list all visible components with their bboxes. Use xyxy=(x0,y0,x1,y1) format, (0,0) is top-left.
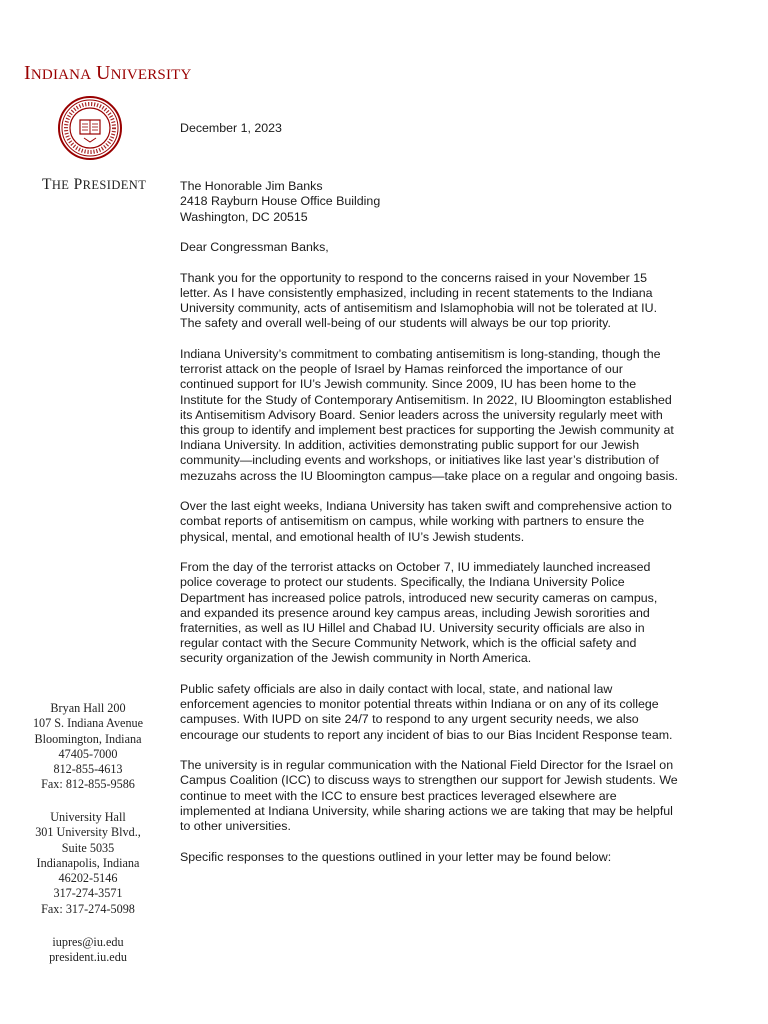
paragraph: Thank you for the opportunity to respond to the concerns raised in your November 15 letter. As I have consistently emphasized, including in recent statements to the Indiana University community, acts of antisemitism and Islamophobia will not be tolerated at IU. The safety and overall well-being of our students will always be our top priority. xyxy=(180,270,658,331)
recipient-line: 2418 Rayburn House Office Building xyxy=(180,194,381,209)
fax-line: Fax: 812-855-9586 xyxy=(41,777,135,792)
paragraph: From the day of the terrorist attacks on October 7, IU immediately launched increased police coverage to protect our students. Specifically, the Indiana University Police Department has increased police patrols, introduced new security cameras on campus, and expanded its presence around key campus areas, including Jewish sororities and fraternities, as well as IU Hillel and Chabad IU. University security officials are also in regular contact with the Secure Community Network, which is the official safety and security organization of the Jewish community in North America. xyxy=(180,560,658,666)
bloomington-address xyxy=(23,701,153,793)
address-line: University Hall xyxy=(50,810,126,824)
paragraph: Public safety officials are also in daily contact with local, state, and national law enforcement agencies to monitor potential threats within Indiana or on any of its college campuses. With IUPD on site 24/7 to respond to any urgent security needs, we also encourage our students to report any incident of bias to our Bias Incident Response team. xyxy=(180,682,673,742)
address-line: 107 S. Indiana Avenue xyxy=(32,716,144,731)
university-seal-icon xyxy=(58,96,122,160)
contact-online xyxy=(23,935,153,966)
address-line: 317-274-3571 xyxy=(53,886,123,901)
paragraph: Indiana University’s commitment to combating antisemitism is long-standing, though the terrorist attack on the people of Israel by Hamas reinforced the importance of our continued support for IU’s Jewish community. Since 2009, IU has been home to the Institute for the Study of Contemporary Antisemitism. In 2022, IU Bloomington established its Antisemitism Advisory Board. Senior leaders across the university regularly meet with this group to identify and implement best practices for supporting the Jewish community at Indiana University. In addition, activities demonstrating public support for our Jewish community—including events and workshops, or initiatives like last year’s distribution of mezuzahs across the IU Bloomington campus—take place on a regular and ongoing basis. xyxy=(180,347,678,483)
address-line: 46202-5146 xyxy=(58,871,118,886)
recipient-address xyxy=(180,179,680,225)
address-line: 47405-7000 xyxy=(58,746,118,761)
address-line: Suite 5035 xyxy=(61,840,115,855)
letter-body xyxy=(180,121,680,880)
paragraph: The university is in regular communication with the National Field Director for the Israel on Campus Coalition (ICC) to discuss ways to strengthen our support for Jewish students. We continue to meet with the ICC to ensure best practices leveraged elsewhere are implemented at Indiana University, while sharing actions we are taking that may be helpful to other universities. xyxy=(180,758,678,834)
recipient-line: Washington, DC 20515 xyxy=(180,209,308,224)
website-link[interactable]: president.iu.edu xyxy=(49,950,127,965)
fax-line: Fax: 317-274-5098 xyxy=(41,901,135,916)
indiana-university-wordmark: INDIANA UNIVERSITY xyxy=(24,62,192,84)
office-title: THE PRESIDENT xyxy=(42,176,147,193)
letter-date: December 1, 2023 xyxy=(180,121,282,135)
paragraph: Over the last eight weeks, Indiana University has taken swift and comprehensive action to combat reports of antisemitism on campus, while working with partners to ensure the physical, mental, and emotional health of IU’s Jewish students. xyxy=(180,499,672,544)
address-line: Bryan Hall 200 xyxy=(50,701,126,715)
address-line: 812-855-4613 xyxy=(53,762,123,777)
recipient-line: The Honorable Jim Banks xyxy=(180,179,323,194)
indianapolis-address xyxy=(23,810,153,917)
salutation: Dear Congressman Banks, xyxy=(180,240,329,255)
paragraph: Specific responses to the questions outlined in your letter may be found below: xyxy=(180,849,612,864)
address-line: Bloomington, Indiana xyxy=(34,731,142,746)
email-link[interactable]: iupres@iu.edu xyxy=(52,935,124,949)
address-line: 301 University Blvd., xyxy=(35,825,141,840)
address-line: Indianapolis, Indiana xyxy=(36,855,140,870)
